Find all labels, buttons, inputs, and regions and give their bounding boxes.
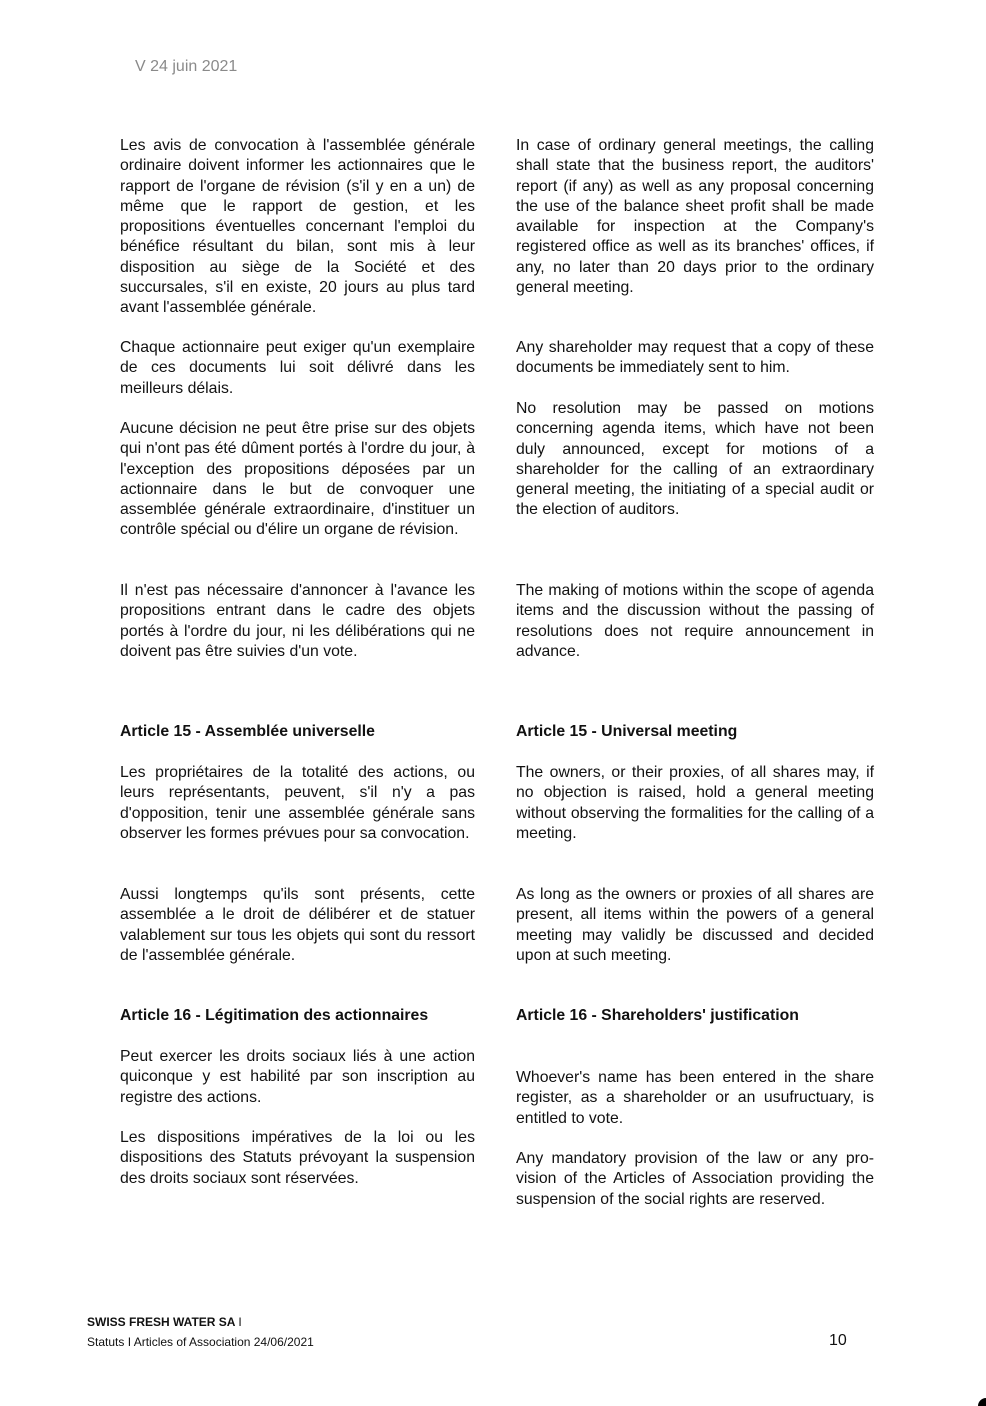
- fr-paragraph-no-decision: Aucune décision ne peut être prise sur des objets qui n'ont pas été dûment portés à l'ordre du jour, à l'exception des propositions déposées par un actionnaire dans le but de convoquer une assemblée générale extraordinaire, d'instituer un contrôle spécial ou d'élire un organe de révision.: [120, 420, 475, 539]
- en-paragraph-universal-owners: The owners, or their proxies, of all shares may, if no objection is raised, hold a general meeting without observing the formalities for the calling of a meeting.: [516, 764, 874, 842]
- en-paragraph-document-copy: Any shareholder may request that a copy of these documents be immediately sent to him.: [516, 339, 874, 377]
- en-article-16-heading: Article 16 - Shareholders' justification: [516, 1007, 799, 1024]
- version-date: V 24 juin 2021: [135, 58, 238, 75]
- fr-paragraph-mandatory-provisions: Les dispositions impératives de la loi ou les dispositions des Statuts prévoyant la suspension des droits sociaux sont réservées.: [120, 1129, 475, 1187]
- fr-paragraph-universal-powers: Aussi longtemps qu'ils sont présents, cette assemblée a le droit de délibérer et de statuer valablement sur tous les objets qui sont du ressort de l'assemblée générale.: [120, 886, 475, 964]
- en-article-15-heading: Article 15 - Universal meeting: [516, 723, 738, 740]
- fr-paragraph-universal-owners: Les propriétaires de la totalité des actions, ou leurs représentants, peuvent, s'il n'y a pas d'opposition, tenir une assemblée générale sans observer les formes prévues pour sa convocation.: [120, 764, 475, 842]
- fr-paragraph-no-announcement: Il n'est pas nécessaire d'annoncer à l'avance les propositions entrant dans le cadre des objets portés à l'ordre du jour, ni les délibérations qui ne doivent pas être suivies d'un vote.: [120, 582, 475, 660]
- fr-article-15-heading: Article 15 - Assemblée universelle: [120, 723, 375, 740]
- footer-company-name: [87, 1315, 242, 1330]
- fr-paragraph-social-rights: Peut exercer les droits sociaux liés à une action quiconque y est habilité par son inscription au registre des actions.: [120, 1048, 475, 1106]
- fr-article-16-heading: Article 16 - Légitimation des actionnaires: [120, 1007, 429, 1024]
- en-paragraph-mandatory-provisions: Any mandatory provision of the law or any provision of the Articles of Association providing the suspension of the social rights are reserved.: [516, 1150, 874, 1208]
- fr-paragraph-convocation-notice: Les avis de convocation à l'assemblée générale ordinaire doivent informer les actionnaires que le rapport de l'organe de révision (s'il y en a un) de même que le rapport de gestion, et les propositions éventuelles concernant l'emploi du bénéfice résultant du bilan, sont mis à leur disposition au siège de la Société et des succursales, s'il en existe, 20 jours au plus tard avant l'assemblée générale.: [120, 137, 475, 317]
- page-number: 10: [829, 1332, 847, 1349]
- en-paragraph-universal-powers: As long as the owners or proxies of all shares are present, all items within the powers of a general meeting may validly be discussed and decided upon at such meeting.: [516, 886, 874, 964]
- footer-document-title: Statuts I Articles of Association 24/06/2021: [87, 1335, 314, 1349]
- en-paragraph-convocation-notice: In case of ordinary general meetings, the calling shall state that the business report, the auditors' report (if any) as well as any proposal concerning the use of the balance sheet profit shall be made available for inspection at the Company's registered office as well as its branches' offices, if any, no later than 20 days prior to the ordinary general meeting.: [516, 137, 874, 297]
- page-corner-mark: [978, 1398, 986, 1406]
- fr-paragraph-document-copy: Chaque actionnaire peut exiger qu'un exemplaire de ces documents lui soit délivré dans les meilleurs délais.: [120, 339, 475, 397]
- en-paragraph-no-announcement: The making of motions within the scope of agenda items and the discussion without the passing of resolutions does not require announcement in advance.: [516, 582, 874, 660]
- en-paragraph-entitled-to-vote: Whoever's name has been entered in the share register, as a shareholder or an usufructuary, is entitled to vote.: [516, 1069, 874, 1127]
- footer-company-label: SWISS FRESH WATER SA: [87, 1315, 236, 1329]
- footer-separator: I: [238, 1315, 242, 1329]
- en-paragraph-no-resolution: No resolution may be passed on motions concerning agenda items, which have not been duly announced, except for motions of a shareholder for the calling of an extraordinary general meeting, the initiating of a special audit or the election of auditors.: [516, 400, 874, 519]
